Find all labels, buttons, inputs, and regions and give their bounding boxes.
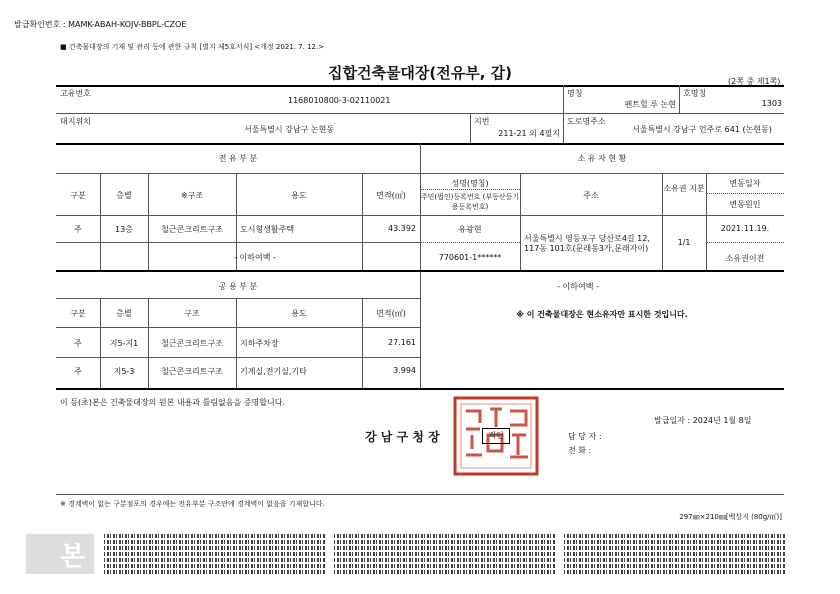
jibun-label: 지번	[474, 117, 490, 126]
common-row2-area: 3.994	[393, 366, 416, 375]
common-header-type: 구분	[70, 309, 86, 318]
owner-section-title: 소 유 자 현 황	[577, 154, 627, 163]
owner-id-no: 770601-1******	[438, 253, 502, 262]
phone-label: 전 화 :	[568, 446, 592, 455]
common-row1-use: 지하주차장	[240, 339, 279, 348]
excl-row-structure: 철근콘크리트구조	[161, 225, 223, 234]
common-header-use: 용도	[291, 309, 307, 318]
owner-blank-note: - 이하여백 -	[557, 282, 599, 291]
footnote: ※ 경계벽이 없는 구분점포의 경우에는 전유부분 구조란에 경계벽이 없음을 기재합니다.	[60, 500, 325, 508]
excl-blank-note: - 이하여백 -	[234, 253, 276, 262]
page-info: (2쪽 중 제1쪽)	[728, 77, 781, 86]
road-address-value: 서울특별시 강남구 언주로 641 (논현동)	[632, 125, 772, 134]
common-row2-type: 주	[74, 367, 82, 376]
owner-notice: ※ 이 건축물대장은 현소유자만 표시한 것입니다.	[516, 310, 688, 319]
change-reason: 소유권이전	[725, 254, 765, 263]
owner-share-header: 소유권 지분	[663, 184, 705, 193]
unique-no-label: 고유번호	[60, 89, 91, 98]
common-row2-use: 기계실,전기실,기타	[240, 367, 307, 376]
excl-header-floor: 층별	[116, 191, 132, 200]
common-header-structure: 구조	[184, 309, 200, 318]
verification-barcode-1	[104, 534, 326, 574]
common-header-floor: 층별	[116, 309, 132, 318]
document-title: 집합건축물대장(전유부, 갑)	[327, 64, 513, 82]
change-reason-header: 변동원인	[729, 200, 761, 209]
location-label: 대지위치	[60, 117, 91, 126]
excl-header-structure: ※구조	[180, 191, 204, 200]
unique-no-value: 1168010800-3-02110021	[288, 96, 391, 105]
owner-id-header: 주민(법인)등록번호 (부동산등기용등록번호)	[420, 193, 520, 211]
ho-value: 1303	[761, 99, 782, 108]
excl-row-area: 43.392	[388, 224, 416, 233]
verification-barcode-3	[564, 534, 786, 574]
common-row1-area: 27.161	[388, 338, 416, 347]
owner-share: 1/1	[677, 238, 691, 247]
owner-address-header: 주소	[583, 191, 599, 200]
watermark-char: 본	[60, 542, 86, 572]
regulation-note: ■ 건축물대장의 기재 및 관리 등에 관한 규칙 [별지 제5호서식] <개정 2021. 7. 12.>	[60, 43, 325, 51]
excl-header-use: 용도	[291, 191, 307, 200]
owner-name: 유광현	[458, 225, 482, 234]
issue-number: 발급확인번호 : MAMK-ABAH-KOJV-BBPL-CZOE	[14, 20, 187, 29]
change-date: 2021.11.19.	[720, 224, 770, 233]
exclusive-section-title: 전 유 부 분	[218, 154, 258, 163]
issue-date: 발급일자 : 2024년 1월 8일	[654, 416, 752, 425]
owner-name-header: 성명(명칭)	[451, 179, 489, 188]
paper-spec: 297㎜×210㎜[백상지 (80g/㎡)]	[679, 513, 782, 521]
watermark-block	[26, 534, 94, 574]
common-header-area: 면적(㎡)	[376, 309, 406, 318]
change-date-header: 변동일자	[729, 179, 761, 188]
excl-row-type: 주	[74, 225, 82, 234]
road-address-label: 도로명주소	[567, 117, 606, 126]
common-row1-structure: 철근콘크리트구조	[161, 339, 223, 348]
excl-row-floor: 13층	[115, 225, 133, 234]
name-label: 명칭	[567, 89, 583, 98]
name-value: 펜트힐 루 논현	[624, 100, 676, 109]
verification-barcode-2	[334, 534, 556, 574]
seal-label: 직인	[482, 428, 510, 444]
jibun-value: 211-21 외 4필지	[498, 129, 560, 138]
common-section-title: 공 용 부 분	[218, 282, 258, 291]
location-value: 서울특별시 강남구 논현동	[244, 125, 335, 134]
manager-label: 담 당 자 :	[568, 432, 602, 441]
excl-row-use: 도시형생활주택	[240, 225, 295, 234]
common-row2-structure: 철근콘크리트구조	[161, 367, 223, 376]
common-row1-floor: 지5-지1	[109, 339, 139, 348]
issuer-name: 강 남 구 청 장	[365, 430, 440, 444]
common-row1-type: 주	[74, 339, 82, 348]
certify-text: 이 등(초)본은 건축물대장의 원본 내용과 틀림없음을 증명합니다.	[60, 398, 285, 407]
excl-header-area: 면적(㎡)	[376, 191, 406, 200]
owner-address: 서울특별시 영등포구 당산로4길 12, 117동 101호(문래동3가,문래자이)	[524, 234, 650, 253]
excl-header-type: 구분	[70, 191, 86, 200]
ho-label: 호명칭	[683, 89, 707, 98]
common-row2-floor: 지5-3	[113, 367, 135, 376]
